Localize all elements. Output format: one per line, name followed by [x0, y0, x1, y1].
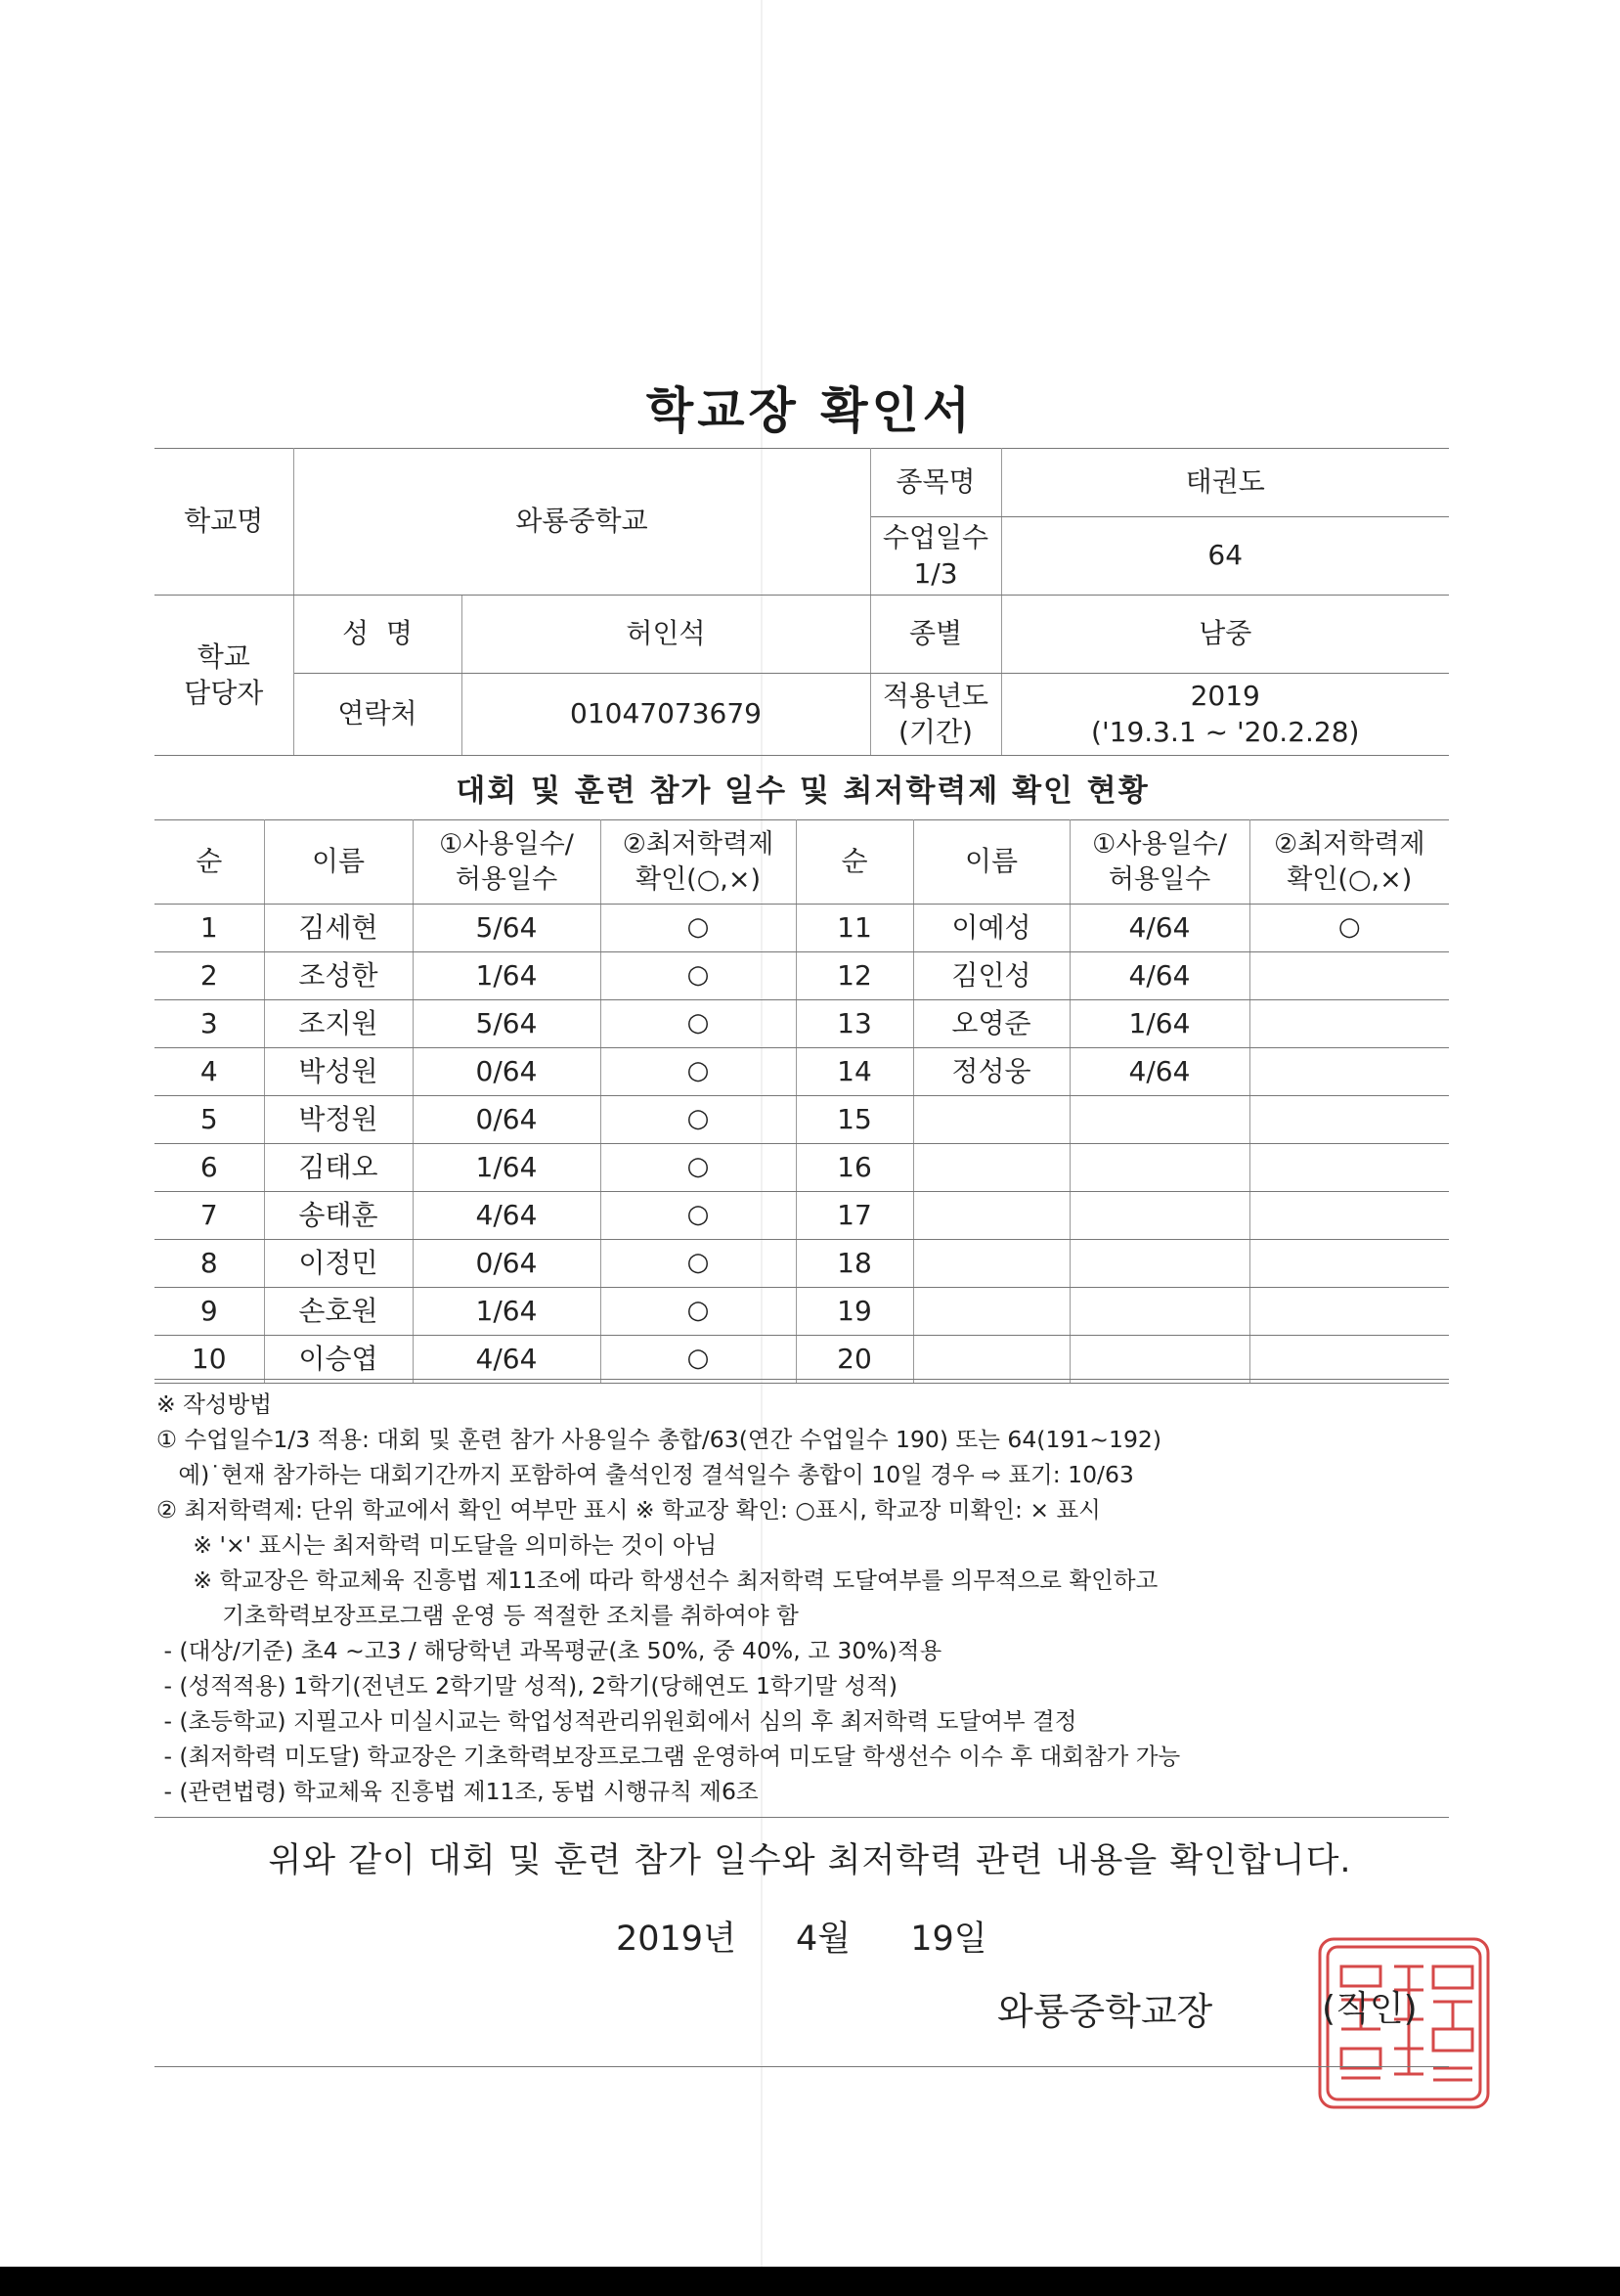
issue-date — [616, 1912, 1036, 1961]
footer-line — [154, 2066, 1449, 2067]
table-row — [154, 1048, 1449, 1096]
header-used-2 — [1070, 820, 1249, 905]
principal-title: 와룡중학교장 — [997, 1990, 1213, 2033]
row-name-2: 정성웅 — [913, 1048, 1070, 1096]
contact-value: 01047073679 — [461, 674, 870, 756]
note-line: ※ '×' 표시는 최저학력 미도달을 의미하는 것이 아님 — [156, 1531, 718, 1559]
row-used-2: 4/64 — [1070, 1048, 1249, 1096]
row-check: ○ — [600, 952, 796, 1000]
row-no: 6 — [154, 1144, 264, 1192]
row-check-2 — [1249, 1000, 1449, 1048]
table-row — [154, 1144, 1449, 1192]
row-check: ○ — [600, 1096, 796, 1144]
note-line: ※ 학교장은 학교체육 진흥법 제11조에 따라 학생선수 최저학력 도달여부를 의무적으로 확인하고 — [156, 1567, 1159, 1594]
row-name-2 — [913, 1096, 1070, 1144]
teacher-label-line1: 학교 — [197, 640, 250, 674]
date-year: 2019년 — [616, 1920, 736, 1959]
section-title: 대회 및 훈련 참가 일수 및 최저학력제 확인 현황 — [456, 773, 1150, 809]
note-line: ② 최저학력제: 단위 학교에서 확인 여부만 표시 ※ 학교장 확인: ○표시, 학교장 미확인: × 표시 — [156, 1496, 1101, 1523]
header-check — [600, 820, 796, 905]
row-name: 김세현 — [264, 905, 413, 952]
sport-value: 태권도 — [1001, 449, 1449, 517]
date-day: 19일 — [910, 1920, 987, 1959]
row-name-2: 오영준 — [913, 1000, 1070, 1048]
date-month: 4월 — [796, 1920, 852, 1959]
table-row — [154, 905, 1449, 952]
days-label-line1: 수업일수 — [882, 521, 989, 554]
header-name-2: 이름 — [913, 820, 1070, 905]
row-check-2: ○ — [1249, 905, 1449, 952]
year-value — [1001, 674, 1449, 756]
row-used: 0/64 — [413, 1240, 600, 1288]
table-bottom-line — [154, 1379, 1449, 1380]
row-name: 송태훈 — [264, 1192, 413, 1240]
row-used: 0/64 — [413, 1048, 600, 1096]
row-check: ○ — [600, 1336, 796, 1384]
note-line: - (초등학교) 지필고사 미실시교는 학업성적관리위원회에서 심의 후 최저학력 도달여부 결정 — [156, 1707, 1077, 1735]
contact-label: 연락처 — [293, 674, 461, 756]
row-used-2 — [1070, 1192, 1249, 1240]
row-no: 7 — [154, 1192, 264, 1240]
row-no: 3 — [154, 1000, 264, 1048]
row-used-2 — [1070, 1240, 1249, 1288]
notes-bottom-line — [154, 1817, 1449, 1818]
row-used-2 — [1070, 1144, 1249, 1192]
row-check: ○ — [600, 1240, 796, 1288]
row-name-2 — [913, 1192, 1070, 1240]
days-label — [870, 517, 1001, 596]
row-no-2: 11 — [796, 905, 913, 952]
row-no-2: 19 — [796, 1288, 913, 1336]
year-label-line1: 적용년도 — [882, 680, 989, 713]
row-used: 1/64 — [413, 952, 600, 1000]
note-line: - (최저학력 미도달) 학교장은 기초학력보장프로그램 운영하여 미도달 학생선수 이수 후 대회참가 가능 — [156, 1743, 1181, 1770]
row-check-2 — [1249, 1144, 1449, 1192]
row-check-2 — [1249, 1240, 1449, 1288]
header-no: 순 — [154, 820, 264, 905]
confirm-statement: 위와 같이 대회 및 훈련 참가 일수와 최저학력 관련 내용을 확인합니다. — [268, 1841, 1352, 1880]
row-check-2 — [1249, 1048, 1449, 1096]
header-used-line2: 허용일수 — [455, 863, 558, 895]
row-check: ○ — [600, 1144, 796, 1192]
scan-border — [0, 2267, 1620, 2296]
info-table — [154, 448, 1449, 756]
row-used-2: 4/64 — [1070, 905, 1249, 952]
notes-section — [156, 1387, 1457, 1809]
row-used: 4/64 — [413, 1192, 600, 1240]
header-check-2-line1: ②최저학력제 — [1273, 829, 1425, 861]
row-name: 김태오 — [264, 1144, 413, 1192]
seal-label: (직인) — [1322, 1989, 1418, 2029]
row-name: 손호원 — [264, 1288, 413, 1336]
row-name: 조성한 — [264, 952, 413, 1000]
header-check-line2: 확인(○,×) — [635, 863, 761, 895]
row-no-2: 12 — [796, 952, 913, 1000]
row-no: 5 — [154, 1096, 264, 1144]
school-label: 학교명 — [154, 449, 293, 596]
row-no: 1 — [154, 905, 264, 952]
document-title: 학교장 확인서 — [645, 382, 975, 439]
row-no: 4 — [154, 1048, 264, 1096]
row-no-2: 17 — [796, 1192, 913, 1240]
row-no-2: 14 — [796, 1048, 913, 1096]
row-check-2 — [1249, 1288, 1449, 1336]
row-name-2 — [913, 1240, 1070, 1288]
year-period: ('19.3.1 ~ '20.2.28) — [1091, 715, 1360, 748]
row-name: 이정민 — [264, 1240, 413, 1288]
row-used: 5/64 — [413, 1000, 600, 1048]
row-check: ○ — [600, 1048, 796, 1096]
row-used: 4/64 — [413, 1336, 600, 1384]
days-value: 64 — [1001, 517, 1449, 596]
row-no-2: 20 — [796, 1336, 913, 1384]
row-no: 2 — [154, 952, 264, 1000]
row-name-2 — [913, 1336, 1070, 1384]
name-label: 성 명 — [293, 596, 461, 674]
row-used: 5/64 — [413, 905, 600, 952]
header-used-line1: ①사용일수/ — [439, 829, 574, 861]
year-number: 2019 — [1190, 680, 1260, 713]
row-name: 이승엽 — [264, 1336, 413, 1384]
row-check-2 — [1249, 1192, 1449, 1240]
category-label: 종별 — [870, 596, 1001, 674]
header-no-2: 순 — [796, 820, 913, 905]
row-used: 1/64 — [413, 1288, 600, 1336]
row-name: 조지원 — [264, 1000, 413, 1048]
row-used-2 — [1070, 1288, 1249, 1336]
school-name: 와룡중학교 — [293, 449, 870, 596]
table-row — [154, 952, 1449, 1000]
note-line: ① 수업일수1/3 적용: 대회 및 훈련 참가 사용일수 총합/63(연간 수업일수 190) 또는 64(191~192) — [156, 1426, 1162, 1453]
note-line: - (관련법령) 학교체육 진흥법 제11조, 동법 시행규칙 제6조 — [156, 1778, 759, 1805]
row-check-2 — [1249, 952, 1449, 1000]
row-name: 박정원 — [264, 1096, 413, 1144]
row-check-2 — [1249, 1096, 1449, 1144]
row-no: 8 — [154, 1240, 264, 1288]
note-line: 기초학력보장프로그램 운영 등 적절한 조치를 취하여야 함 — [156, 1602, 799, 1629]
row-name: 박성원 — [264, 1048, 413, 1096]
row-name-2 — [913, 1288, 1070, 1336]
row-check-2 — [1249, 1336, 1449, 1384]
row-no: 9 — [154, 1288, 264, 1336]
row-check: ○ — [600, 1192, 796, 1240]
note-line: ※ 작성방법 — [156, 1391, 272, 1418]
row-used: 0/64 — [413, 1096, 600, 1144]
teacher-label — [154, 596, 293, 756]
row-no-2: 16 — [796, 1144, 913, 1192]
year-label — [870, 674, 1001, 756]
row-no-2: 13 — [796, 1000, 913, 1048]
row-used-2: 1/64 — [1070, 1000, 1249, 1048]
teacher-label-line2: 담당자 — [184, 676, 264, 709]
table-row — [154, 1192, 1449, 1240]
teacher-name: 허인석 — [461, 596, 870, 674]
table-row — [154, 1000, 1449, 1048]
year-label-line2: (기간) — [898, 715, 973, 748]
row-check: ○ — [600, 1288, 796, 1336]
sport-label: 종목명 — [870, 449, 1001, 517]
row-name-2: 이예성 — [913, 905, 1070, 952]
header-check-2-line2: 확인(○,×) — [1287, 863, 1413, 895]
row-name-2 — [913, 1144, 1070, 1192]
table-row — [154, 1240, 1449, 1288]
days-label-line2: 1/3 — [913, 556, 958, 590]
note-line: - (성적적용) 1학기(전년도 2학기말 성적), 2학기(당해연도 1학기말 성적) — [156, 1672, 898, 1700]
note-line: - (대상/기준) 초4 ~고3 / 해당학년 과목평균(초 50%, 중 40%, 고 30%)적용 — [156, 1637, 942, 1664]
header-check-2 — [1249, 820, 1449, 905]
row-check: ○ — [600, 1000, 796, 1048]
row-check: ○ — [600, 905, 796, 952]
header-used-2-line2: 허용일수 — [1108, 863, 1211, 895]
row-used: 1/64 — [413, 1144, 600, 1192]
category-value: 남중 — [1001, 596, 1449, 674]
participation-table — [154, 819, 1449, 1384]
row-name-2: 김인성 — [913, 952, 1070, 1000]
header-used-2-line1: ①사용일수/ — [1092, 829, 1227, 861]
note-line: 예)˙현재 참가하는 대회기간까지 포함하여 출석인정 결석일수 총합이 10일 경우 ⇨ 표기: 10/63 — [156, 1461, 1134, 1488]
row-used-2: 4/64 — [1070, 952, 1249, 1000]
table-row — [154, 1288, 1449, 1336]
header-name: 이름 — [264, 820, 413, 905]
table-row — [154, 1336, 1449, 1384]
row-used-2 — [1070, 1096, 1249, 1144]
row-used-2 — [1070, 1336, 1249, 1384]
row-no-2: 15 — [796, 1096, 913, 1144]
row-no-2: 18 — [796, 1240, 913, 1288]
header-used — [413, 820, 600, 905]
table-row — [154, 1096, 1449, 1144]
row-no: 10 — [154, 1336, 264, 1384]
header-check-line1: ②최저학력제 — [622, 829, 774, 861]
